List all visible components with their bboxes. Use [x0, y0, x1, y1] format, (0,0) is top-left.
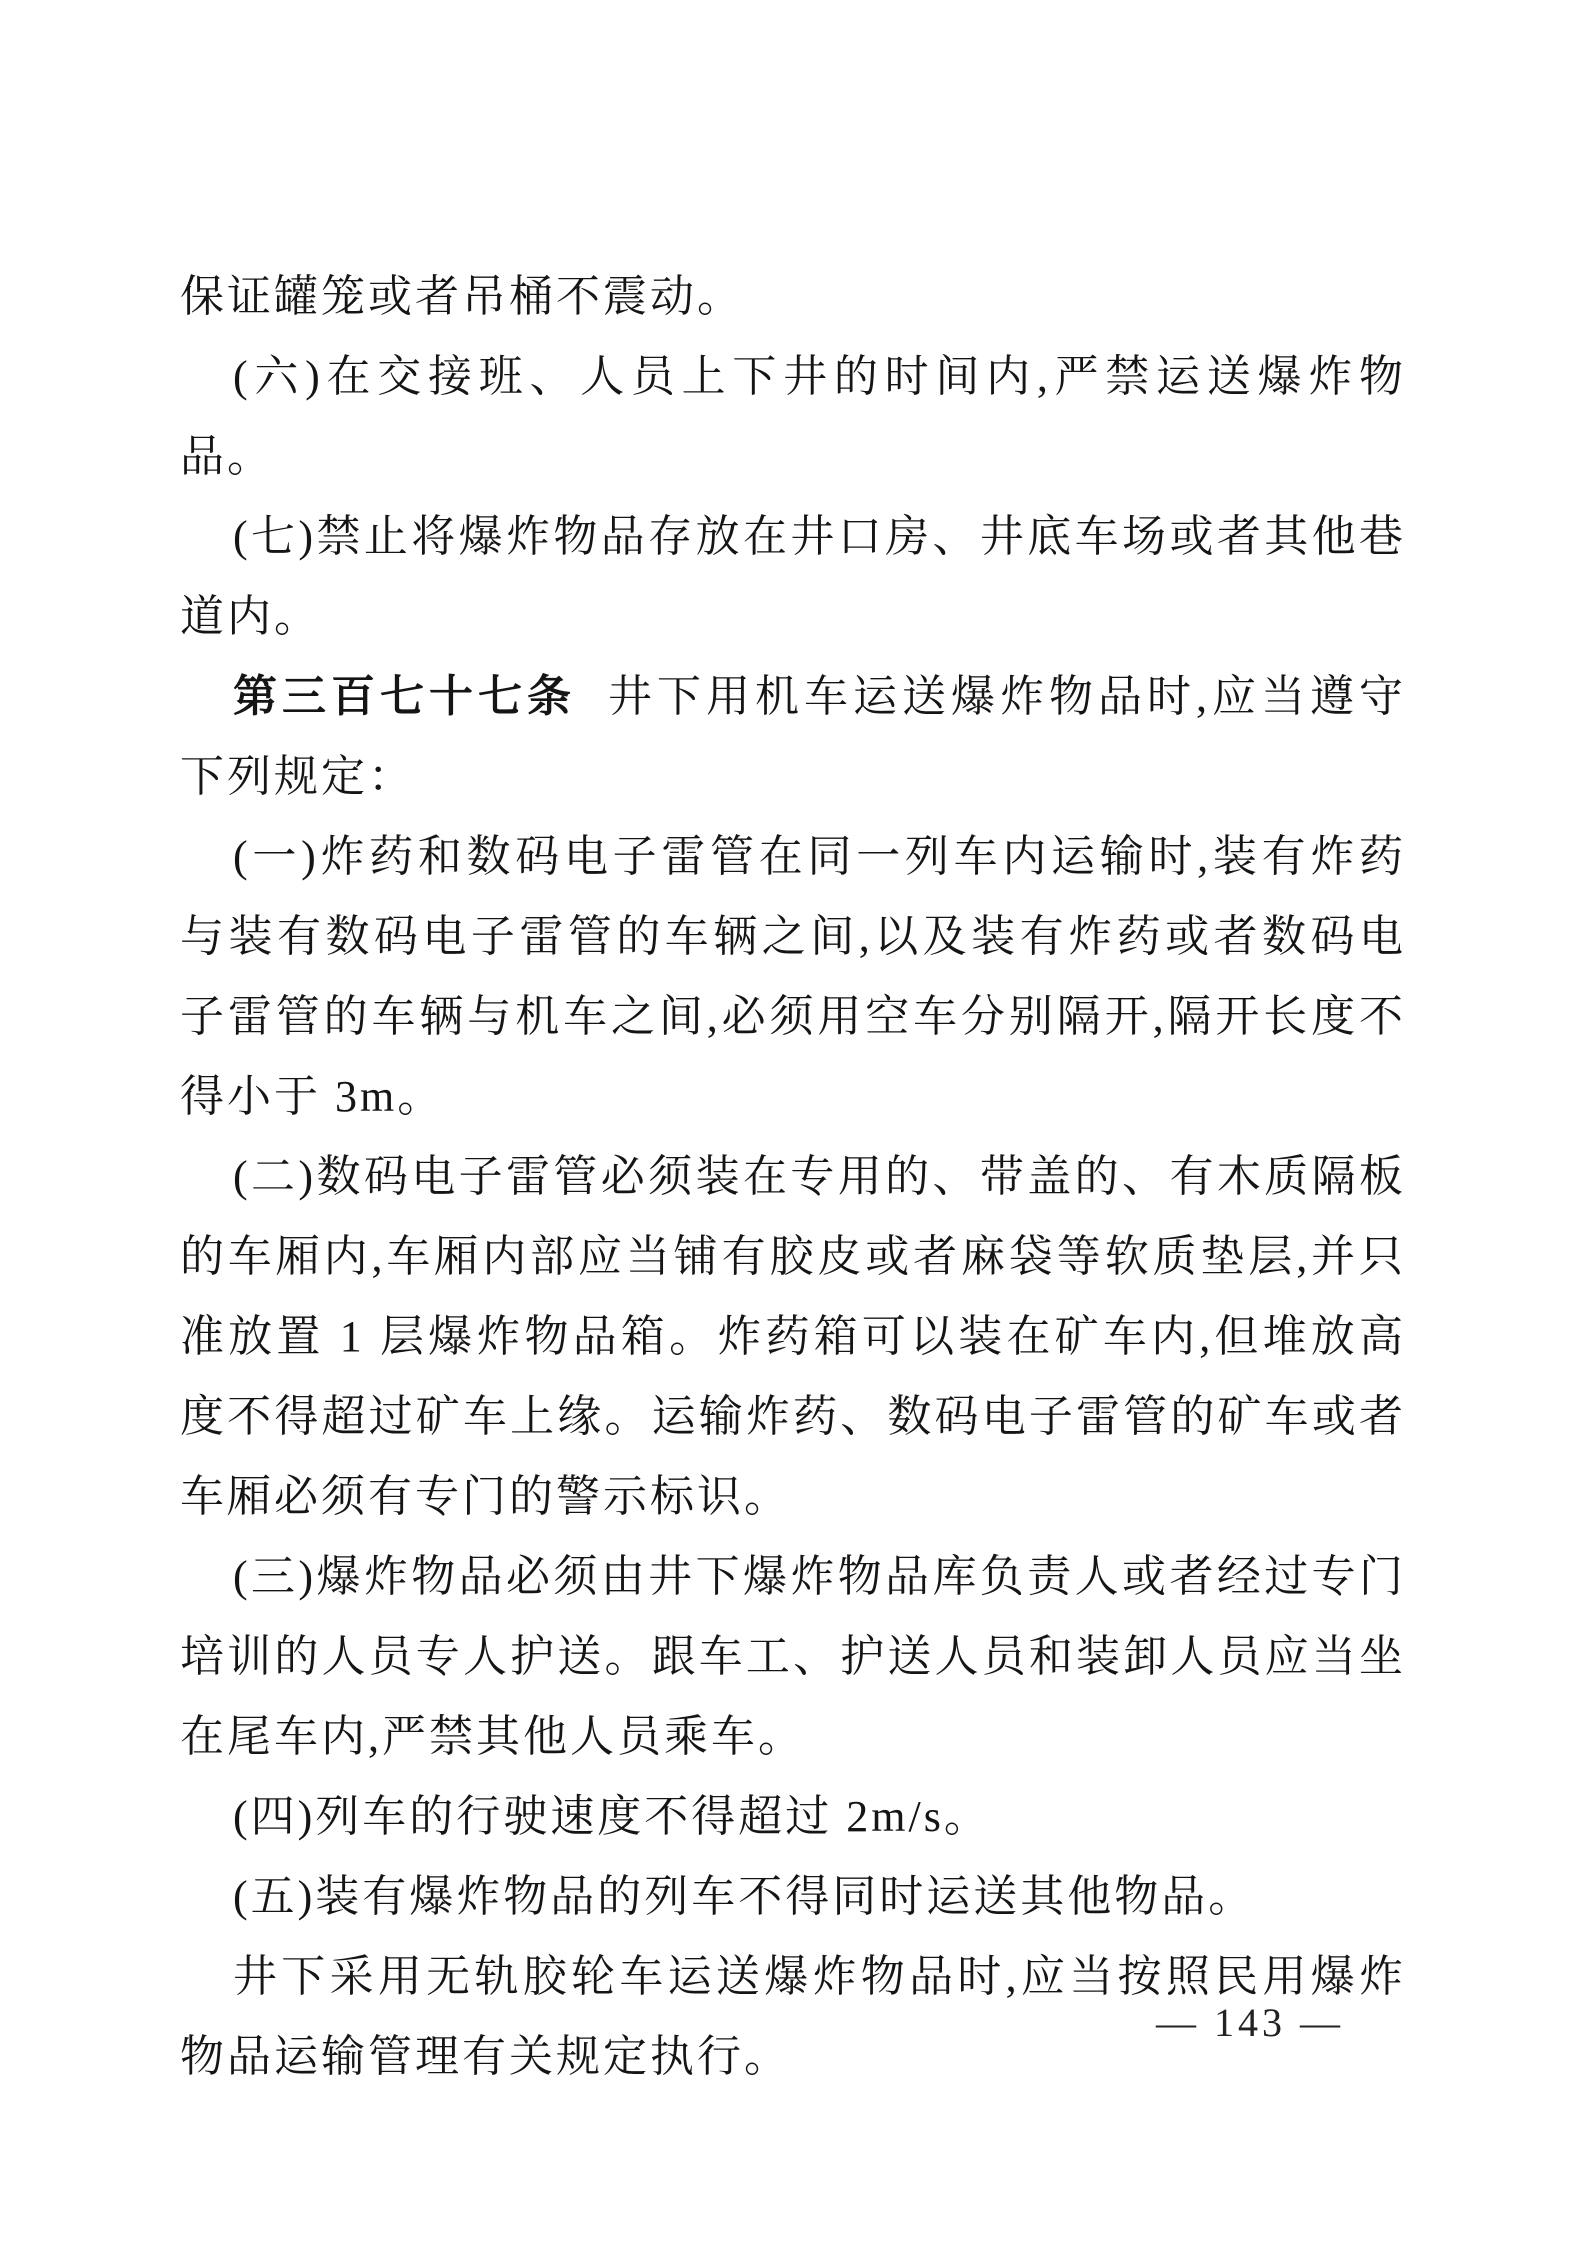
paragraph-closing: 井下采用无轨胶轮车运送爆炸物品时,应当按照民用爆炸物品运输管理有关规定执行。	[180, 1952, 1406, 2081]
paragraph-item-five: (五)装有爆炸物品的列车不得同时运送其他物品。	[233, 1872, 1256, 1921]
paragraph-item-seven: (七)禁止将爆炸物品存放在井口房、井底车场或者其他巷道内。	[180, 512, 1406, 641]
paragraph-item-two: (二)数码电子雷管必须装在专用的、带盖的、有木质隔板的车厢内,车厢内部应当铺有胶皮或者麻袋等软质垫层,并只准放置 1 层爆炸物品箱。炸药箱可以装在矿车内,但堆放高度不得超过矿车上缘。运输炸药、数码电子雷管的矿车或者车厢必须有专门的警示标识。	[180, 1152, 1406, 1521]
paragraph-item-three: (三)爆炸物品必须由井下爆炸物品库负责人或者经过专门培训的人员专人护送。跟车工、护送人员和装卸人员应当坐在尾车内,严禁其他人员乘车。	[180, 1552, 1406, 1761]
paragraph-item-four: (四)列车的行驶速度不得超过 2m/s。	[233, 1792, 991, 1841]
article-number: 第三百七十七条	[233, 672, 576, 721]
paragraph-article-377	[180, 657, 1406, 817]
page-number: — 143 —	[1156, 2000, 1344, 2045]
paragraph-item-one: (一)炸药和数码电子雷管在同一列车内运输时,装有炸药与装有数码电子雷管的车辆之间,以及装有炸药或者数码电子雷管的车辆与机车之间,必须用空车分别隔开,隔开长度不得小于 3m。	[180, 832, 1406, 1121]
document-body	[180, 257, 1406, 2097]
paragraph-item-six: (六)在交接班、人员上下井的时间内,严禁运送爆炸物品。	[180, 352, 1406, 481]
paragraph-continuation: 保证罐笼或者吊桶不震动。	[180, 272, 744, 321]
article-intro-text: 井下用机车运送爆炸物品时,应当遵守下列规定：	[180, 672, 1406, 801]
